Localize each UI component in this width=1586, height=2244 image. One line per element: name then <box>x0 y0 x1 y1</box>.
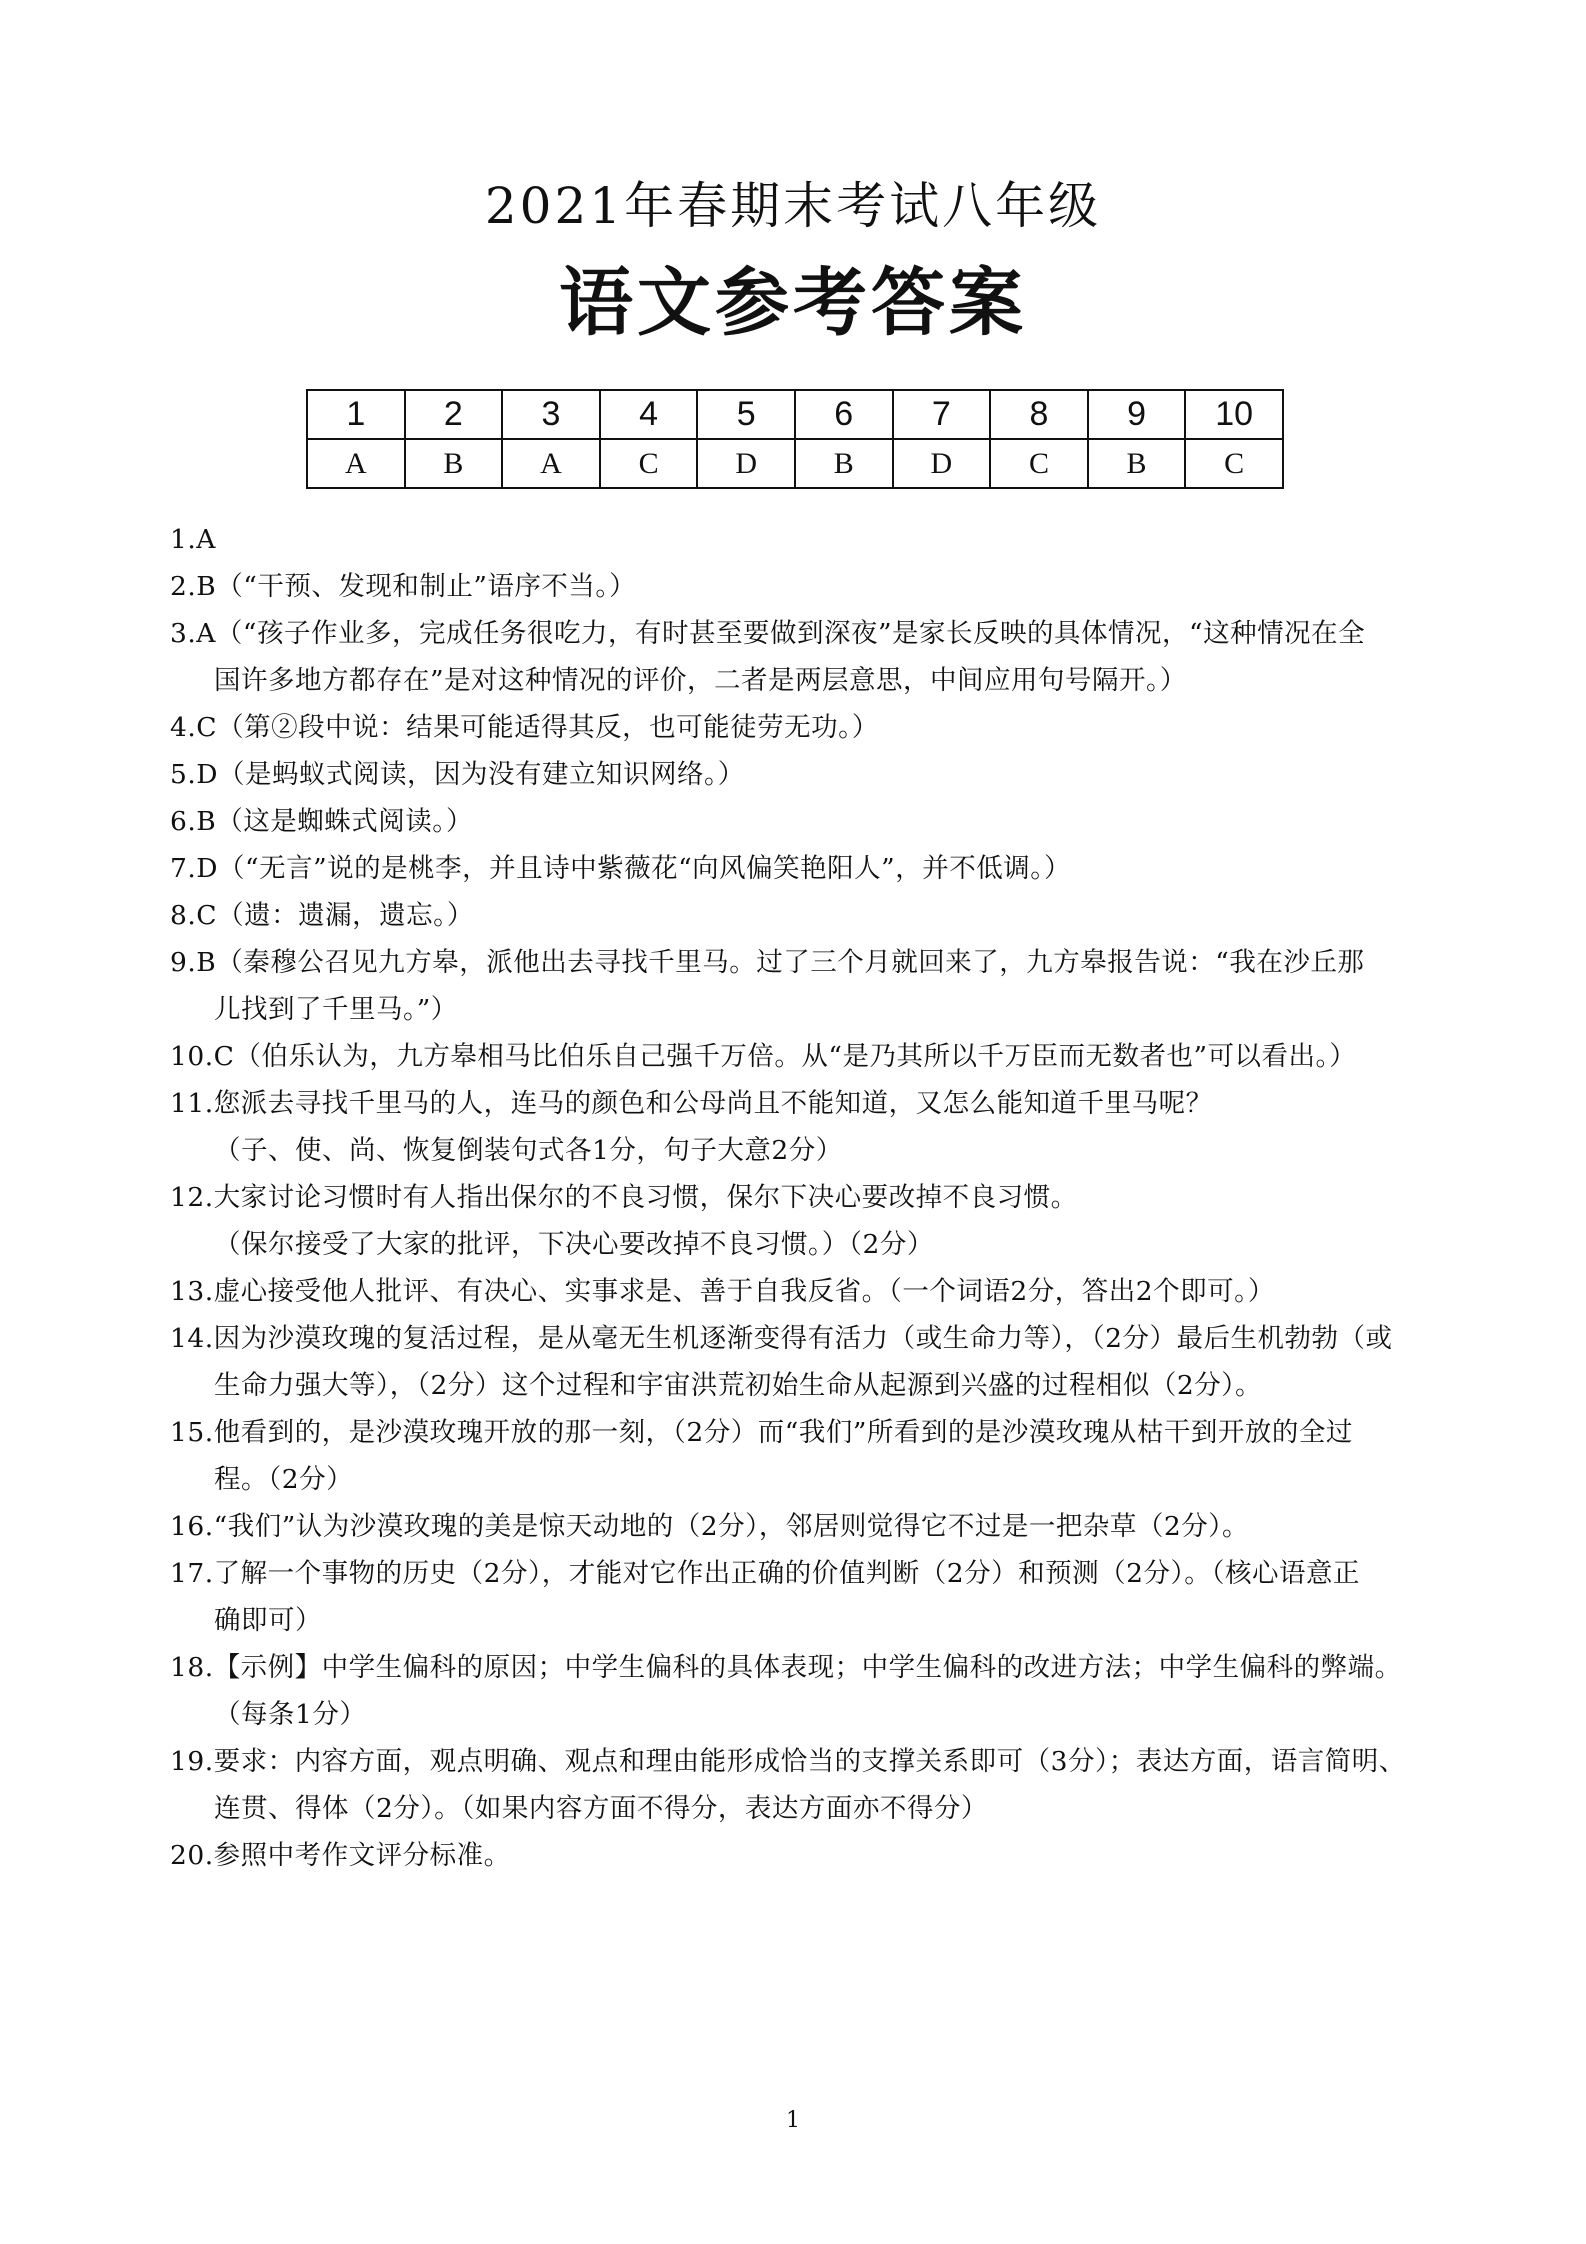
answer-key-title: 语文参考答案 <box>559 260 1027 346</box>
item-number: 19. <box>170 1746 214 1777</box>
item-number: 1. <box>170 524 197 555</box>
answer-table <box>306 389 1284 489</box>
answer-cell: A <box>502 439 600 488</box>
item-text <box>196 845 1430 892</box>
question-number-cell: 2 <box>405 390 503 439</box>
item-line: （每条1分） <box>214 1699 367 1730</box>
answer-item <box>170 1738 1430 1832</box>
item-number: 9. <box>170 947 197 978</box>
item-line: 连贯、得体（2分）。（如果内容方面不得分，表达方面亦不得分） <box>214 1793 988 1824</box>
question-number-row <box>307 390 1283 439</box>
item-line: 要求：内容方面，观点明确、观点和理由能形成恰当的支撑关系即可（3分）；表达方面，语言简明、 <box>213 1746 1406 1777</box>
item-text <box>196 892 1430 939</box>
item-text <box>196 704 1430 751</box>
item-line: 国许多地方都存在”是对这种情况的评价，二者是两层意思，中间应用句号隔开。） <box>214 665 1187 696</box>
item-text <box>214 1268 1430 1315</box>
item-line: 确即可） <box>214 1605 322 1636</box>
item-line: 虚心接受他人批评、有决心、实事求是、善于自我反省。（一个词语2分，答出2个即可。） <box>213 1276 1275 1307</box>
item-line: C（伯乐认为，九方皋相马比伯乐自己强千万倍。从“是乃其所以千万臣而无数者也”可以看出。） <box>213 1041 1357 1072</box>
answer-cell: D <box>697 439 795 488</box>
answer-item <box>170 610 1430 704</box>
answer-cell: D <box>893 439 991 488</box>
item-number: 17. <box>170 1558 214 1589</box>
answer-row <box>307 439 1283 488</box>
item-number: 4. <box>170 712 197 743</box>
item-line: 因为沙漠玫瑰的复活过程，是从毫无生机逐渐变得有活力（或生命力等），（2分）最后生机勃勃（或 <box>213 1323 1393 1354</box>
page-number: 1 <box>786 2108 800 2133</box>
item-number: 8. <box>170 900 197 931</box>
answer-item <box>170 1174 1430 1268</box>
answer-item <box>170 1503 1430 1550</box>
answer-cell: A <box>307 439 405 488</box>
item-line: 【示例】中学生偏科的原因；中学生偏科的具体表现；中学生偏科的改进方法；中学生偏科的弊端。 <box>213 1652 1402 1683</box>
answer-item <box>170 704 1430 751</box>
item-number: 13. <box>170 1276 214 1307</box>
answer-cell: B <box>1088 439 1186 488</box>
item-text <box>214 1832 1430 1879</box>
answer-item <box>170 516 1430 563</box>
item-line: A <box>196 524 216 555</box>
item-number: 18. <box>170 1652 214 1683</box>
item-line: 参照中考作文评分标准。 <box>213 1840 511 1871</box>
item-line: 您派去寻找千里马的人，连马的颜色和公母尚且不能知道，又怎么能知道千里马呢？ <box>213 1088 1213 1119</box>
item-text <box>196 563 1430 610</box>
item-number: 6. <box>170 806 197 837</box>
answer-item <box>170 1550 1430 1644</box>
item-number: 20. <box>170 1840 214 1871</box>
item-text <box>214 1033 1430 1080</box>
item-line: C（第②段中说：结果可能适得其反，也可能徒劳无功。） <box>196 712 879 743</box>
item-number: 14. <box>170 1323 214 1354</box>
question-number-cell: 1 <box>307 390 405 439</box>
question-number-cell: 10 <box>1185 390 1283 439</box>
item-number: 15. <box>170 1417 214 1448</box>
answer-cell: C <box>600 439 698 488</box>
item-number: 5. <box>170 759 197 790</box>
answer-cell: C <box>1185 439 1283 488</box>
item-line: 了解一个事物的历史（2分），才能对它作出正确的价值判断（2分）和预测（2分）。（核心语意正 <box>213 1558 1360 1589</box>
answer-cell: C <box>990 439 1088 488</box>
answer-item <box>170 1644 1430 1738</box>
item-number: 7. <box>170 853 197 884</box>
answer-item <box>170 1268 1430 1315</box>
item-line: 儿找到了千里马。”） <box>214 994 458 1025</box>
item-line: 大家讨论习惯时有人指出保尔的不良习惯，保尔下决心要改掉不良习惯。 <box>213 1182 1078 1213</box>
question-number-cell: 8 <box>990 390 1088 439</box>
item-text <box>214 1503 1430 1550</box>
item-line: C（遗：遗漏，遗忘。） <box>196 900 474 931</box>
answer-item <box>170 1033 1430 1080</box>
answer-item <box>170 563 1430 610</box>
answer-item <box>170 845 1430 892</box>
item-line: 程。（2分） <box>214 1464 354 1495</box>
item-line: （子、使、尚、恢复倒装句式各1分，句子大意2分） <box>214 1135 843 1166</box>
exam-title: 2021年春期末考试八年级 <box>484 177 1102 235</box>
item-text <box>196 751 1430 798</box>
item-number: 11. <box>170 1088 214 1119</box>
answer-cell: B <box>795 439 893 488</box>
item-line: “我们”认为沙漠玫瑰的美是惊天动地的（2分），邻居则觉得它不过是一把杂草（2分）。 <box>213 1511 1249 1542</box>
answer-cell: B <box>405 439 503 488</box>
answer-item <box>170 1409 1430 1503</box>
answer-item <box>170 751 1430 798</box>
answer-item <box>170 1315 1430 1409</box>
item-line: 生命力强大等），（2分）这个过程和宇宙洪荒初始生命从起源到兴盛的过程相似（2分）。 <box>214 1370 1262 1401</box>
item-line: D（是蚂蚁式阅读，因为没有建立知识网络。） <box>196 759 745 790</box>
answer-item <box>170 892 1430 939</box>
item-line: B（这是蜘蛛式阅读。） <box>196 806 474 837</box>
question-number-cell: 4 <box>600 390 698 439</box>
item-number: 10. <box>170 1041 214 1072</box>
answer-item <box>170 1080 1430 1174</box>
answer-list <box>170 516 1430 1879</box>
question-number-cell: 7 <box>893 390 991 439</box>
answer-item <box>170 798 1430 845</box>
item-line: B（“干预、发现和制止”语序不当。） <box>196 571 637 602</box>
answer-item <box>170 939 1430 1033</box>
item-line: （保尔接受了大家的批评，下决心要改掉不良习惯。）（2分） <box>214 1229 934 1260</box>
item-line: D（“无言”说的是桃李，并且诗中紫薇花“向风偏笑艳阳人”，并不低调。） <box>196 853 1071 884</box>
question-number-cell: 3 <box>502 390 600 439</box>
item-number: 2. <box>170 571 197 602</box>
item-text <box>196 798 1430 845</box>
answer-item <box>170 1832 1430 1879</box>
item-number: 16. <box>170 1511 214 1542</box>
item-number: 3. <box>170 618 197 649</box>
question-number-cell: 9 <box>1088 390 1186 439</box>
item-number: 12. <box>170 1182 214 1213</box>
item-line: B（秦穆公召见九方皋，派他出去寻找千里马。过了三个月就回来了，九方皋报告说：“我在沙丘那 <box>196 947 1365 978</box>
item-line: A（“孩子作业多，完成任务很吃力，有时甚至要做到深夜”是家长反映的具体情况，“这种情况在全 <box>196 618 1366 649</box>
question-number-cell: 6 <box>795 390 893 439</box>
question-number-cell: 5 <box>697 390 795 439</box>
item-text <box>196 516 1430 563</box>
item-line: 他看到的，是沙漠玫瑰开放的那一刻，（2分）而“我们”所看到的是沙漠玫瑰从枯干到开放的全过 <box>213 1417 1353 1448</box>
